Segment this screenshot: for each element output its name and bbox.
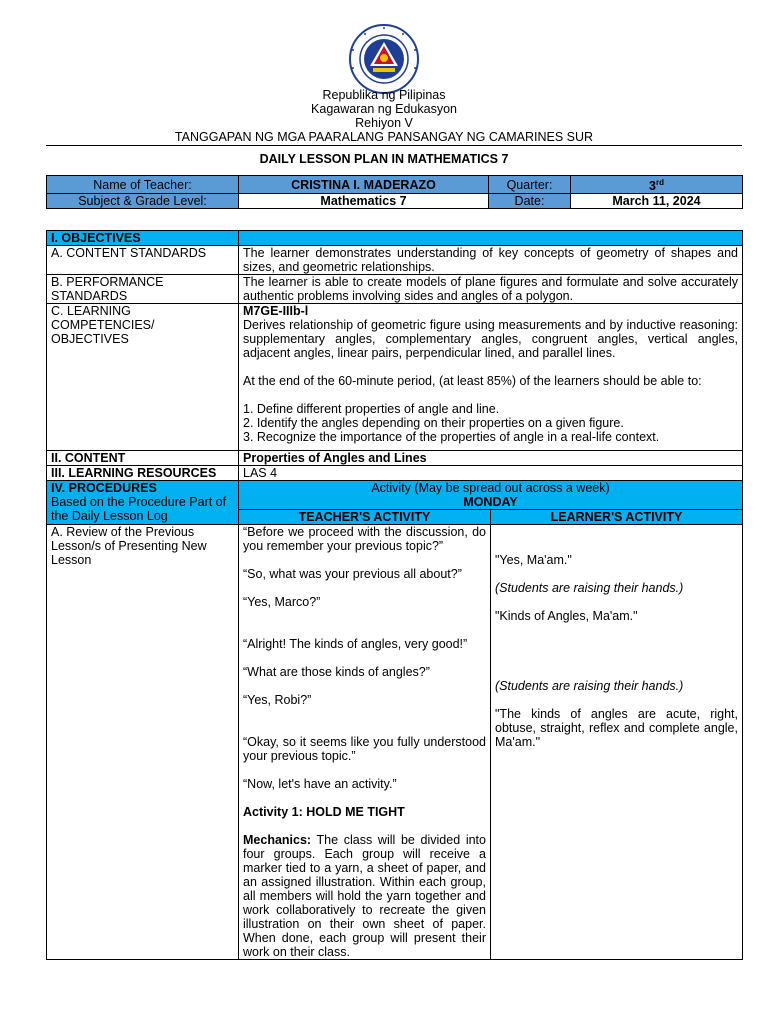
- content-standards-text: The learner demonstrates understanding of key concepts of geometry of shapes and sizes, and geometric relationships.: [239, 246, 743, 275]
- learner-line-3: "Kinds of Angles, Ma'am.": [495, 609, 638, 623]
- objective-item-3: 3. Recognize the importance of the properties of angle in a real-life context.: [243, 430, 660, 444]
- performance-standards-text: The learner is able to create models of plane figures and formulate and solve accurately authentic problems involving sides and angles of a polygon.: [239, 275, 743, 304]
- header-department: Kagawaran ng Edukasyon: [311, 102, 457, 116]
- deped-seal-logo: [349, 24, 419, 94]
- objectives-heading-fill: [239, 231, 743, 246]
- objective-item-1: 1. Define different properties of angle and line.: [243, 402, 500, 416]
- date-label: Date:: [489, 194, 571, 209]
- review-label: A. Review of the Previous Lesson/s of Presenting New Lesson: [47, 525, 239, 960]
- activity-header-cell: [239, 481, 743, 510]
- procedures-subheading: Based on the Procedure Part of the Daily Lesson Log: [51, 495, 227, 523]
- teacher-activity-cell: [239, 525, 491, 960]
- teacher-name: CRISTINA I. MADERAZO: [239, 176, 489, 194]
- competency-text: Derives relationship of geometric figure using measurements and by inductive reasoning: supplementary angles, complementary angles, congruent angles, vertical angles, adjacent angles, linear pairs, perpendicular lined, and parallel lines.: [243, 318, 738, 360]
- teacher-line-8: “Now, let's have an activity.”: [243, 777, 397, 791]
- content-value: Properties of Angles and Lines: [239, 451, 743, 466]
- day-label: MONDAY: [463, 495, 518, 509]
- content-label: II. CONTENT: [47, 451, 239, 466]
- learning-competencies-cell: [239, 304, 743, 451]
- resources-value: LAS 4: [239, 466, 743, 481]
- mechanics-text: Mechanics: The class will be divided into four groups. Each group will receive a marker tied to a yarn, a sheet of paper, and an assigned illustration. Within each group, all members will hold the yarn together and work collaboratively to recreate the given illustration on their own sheet of paper. When done, each group will present their work on their class.: [243, 833, 486, 959]
- objective-item-2: 2. Identify the angles depending on their properties on a given figure.: [243, 416, 624, 430]
- teacher-activity-header: TEACHER'S ACTIVITY: [239, 510, 491, 525]
- quarter-label: Quarter:: [489, 176, 571, 194]
- teacher-line-5: “What are those kinds of angles?”: [243, 665, 430, 679]
- lesson-plan-table: [46, 230, 743, 960]
- header-division-office: TANGGAPAN NG MGA PAARALANG PANSANGAY NG CAMARINES SUR: [174, 130, 594, 144]
- subject-value: Mathematics 7: [239, 194, 489, 209]
- learner-line-1: "Yes, Ma'am.": [495, 553, 572, 567]
- header-divider: [46, 145, 742, 146]
- document-title: DAILY LESSON PLAN IN MATHEMATICS 7: [259, 152, 509, 166]
- header-region: Rehiyon V: [355, 116, 413, 130]
- teacher-line-2: “So, what was your previous all about?”: [243, 567, 462, 581]
- teacher-info-table: [46, 175, 743, 209]
- objectives-heading: I. OBJECTIVES: [47, 231, 239, 246]
- learner-line-4: (Students are raising their hands.): [495, 679, 684, 693]
- learning-competencies-label: C. LEARNING COMPETENCIES/ OBJECTIVES: [47, 304, 239, 451]
- teacher-line-7: “Okay, so it seems like you fully understood your previous topic.”: [243, 735, 486, 763]
- learner-activity-cell: [491, 525, 743, 960]
- content-standards-label: A. CONTENT STANDARDS: [47, 246, 239, 275]
- header-republic: Republika ng Pilipinas: [322, 88, 446, 102]
- teacher-line-4: “Alright! The kinds of angles, very good!”: [243, 637, 468, 651]
- date-value: March 11, 2024: [571, 194, 743, 209]
- teacher-line-1: “Before we proceed with the discussion, do you remember your previous topic?”: [243, 525, 486, 553]
- period-text: At the end of the 60-minute period, (at least 85%) of the learners should be able to:: [243, 374, 702, 388]
- performance-standards-label: B. PERFORMANCE STANDARDS: [47, 275, 239, 304]
- procedures-heading-cell: [47, 481, 239, 525]
- activity-note: Activity (May be spread out across a week): [371, 481, 610, 495]
- learner-line-5: "The kinds of angles are acute, right, obtuse, straight, reflex and complete angle, Ma'am.": [495, 707, 738, 749]
- teacher-line-6: “Yes, Robi?”: [243, 693, 312, 707]
- competency-code: M7GE-IIIb-l: [243, 304, 309, 318]
- activity-title: Activity 1: HOLD ME TIGHT: [243, 805, 405, 819]
- learner-line-2: (Students are raising their hands.): [495, 581, 684, 595]
- procedures-heading: IV. PROCEDURES: [51, 481, 157, 495]
- teacher-label: Name of Teacher:: [47, 176, 239, 194]
- quarter-value: 3rd: [571, 176, 743, 194]
- teacher-line-3: “Yes, Marco?”: [243, 595, 321, 609]
- subject-label: Subject & Grade Level:: [47, 194, 239, 209]
- resources-label: III. LEARNING RESOURCES: [47, 466, 239, 481]
- learner-activity-header: LEARNER'S ACTIVITY: [491, 510, 743, 525]
